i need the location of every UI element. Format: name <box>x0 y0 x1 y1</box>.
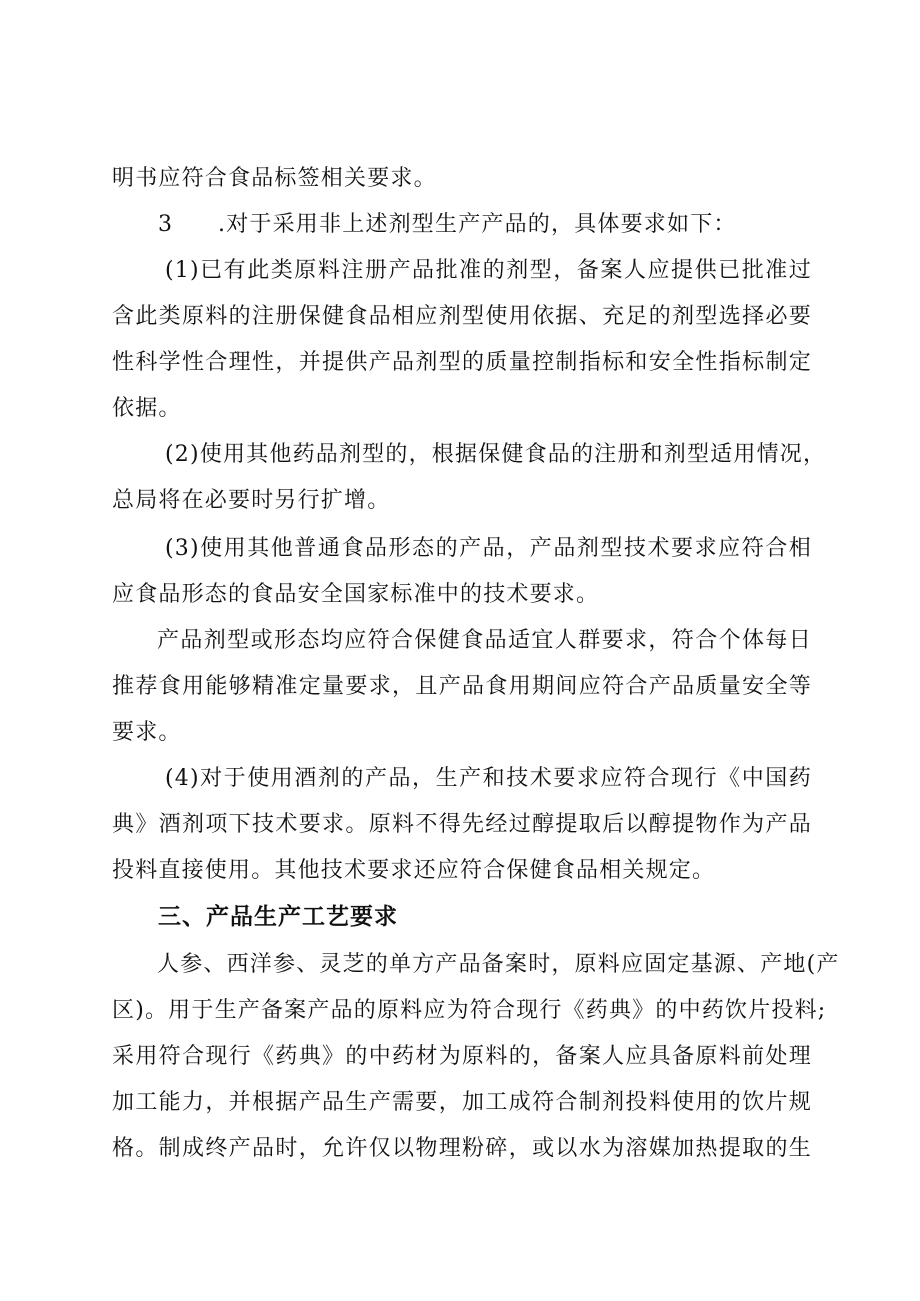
text-line: (4)对于使用酒剂的产品，生产和技术要求应符合现行《中国药 <box>165 766 812 791</box>
text-line: 产品剂型或形态均应符合保健食品适宜人群要求，符合个体每日 <box>157 628 812 653</box>
text-line: (1)已有此类原料注册产品批准的剂型，备案人应提供已批准过 <box>165 258 812 283</box>
text-line: 投料直接使用。其他技术要求还应符合保健食品相关规定。 <box>112 858 716 883</box>
text-line: 典》酒剂项下技术要求。原料不得先经过醇提取后以醇提物作为产品 <box>112 812 812 837</box>
text-line: (2)使用其他药品剂型的，根据保健食品的注册和剂型适用情况， <box>165 442 827 467</box>
text-line: (3)使用其他普通食品形态的产品，产品剂型技术要求应符合相 <box>165 536 812 561</box>
text-line: 含此类原料的注册保健食品相应剂型使用依据、充足的剂型选择必要 <box>112 304 812 329</box>
list-item-text: .对于采用非上述剂型生产产品的，具体要求如下： <box>218 212 737 237</box>
list-item-number: 3 <box>158 212 174 237</box>
text-line: 总局将在必要时另行扩增。 <box>112 488 391 513</box>
section-heading: 三、产品生产工艺要求 <box>158 904 398 930</box>
text-line: 应食品形态的食品安全国家标准中的技术要求。 <box>112 582 600 607</box>
text-line: 推荐食用能够精准定量要求，且产品食用期间应符合产品质量安全等 <box>112 674 812 699</box>
text-line: 依据。 <box>112 396 182 421</box>
text-line: 人参、西洋参、灵芝的单方产品备案时，原料应固定基源、产地(产 <box>157 952 840 977</box>
text-line: 区)。用于生产备案产品的原料应为符合现行《药典》的中药饮片投料; <box>112 998 827 1023</box>
text-line: 明书应符合食品标签相关要求。 <box>112 166 437 191</box>
text-line: 性科学性合理性，并提供产品剂型的质量控制指标和安全性指标制定 <box>112 350 812 375</box>
text-line: 要求。 <box>112 720 182 745</box>
text-line: 加工能力，并根据产品生产需要，加工成符合制剂投料使用的饮片规 <box>112 1090 812 1115</box>
list-item-3 <box>158 210 737 240</box>
text-line: 格。制成终产品时，允许仅以物理粉碎，或以水为溶媒加热提取的生 <box>112 1136 812 1161</box>
text-line: 采用符合现行《药典》的中药材为原料的，备案人应具备原料前处理 <box>112 1044 812 1069</box>
